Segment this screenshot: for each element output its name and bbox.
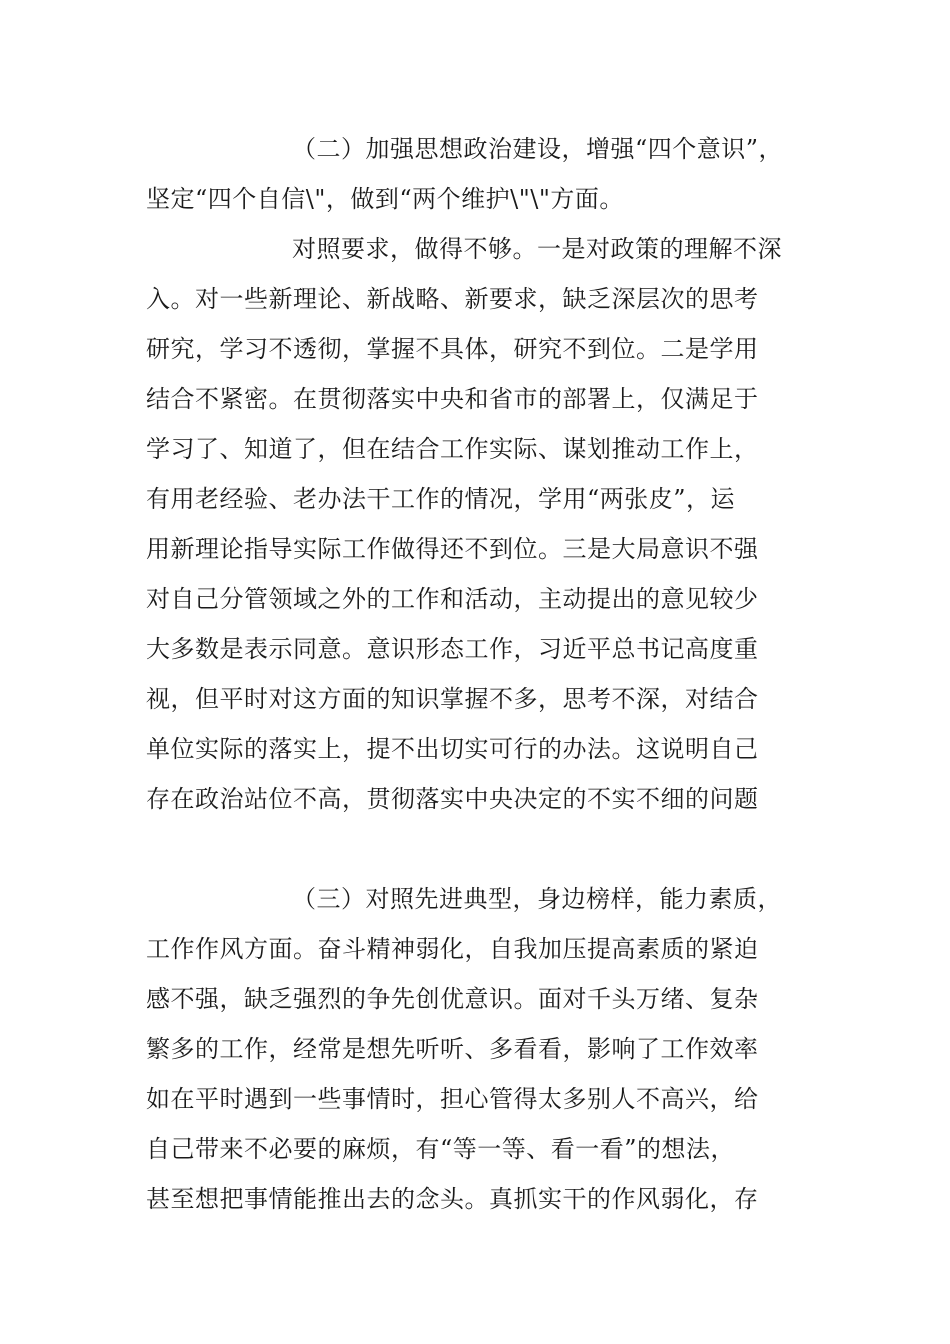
section-two-body-line: 入。对一些新理论、新战略、新要求，缺乏深层次的思考 <box>146 285 759 313</box>
section-three-body-line: 如在平时遇到一些事情时，担心管得太多别人不高兴，给 <box>146 1085 759 1113</box>
section-three-body-line: 自己带来不必要的麻烦，有“等一等、看一看”的想法， <box>146 1135 736 1163</box>
section-two-heading-line-1: （二）加强思想政治建设，增强“四个意识”， <box>292 135 784 163</box>
section-two-body-line: 学习了、知道了，但在结合工作实际、谋划推动工作上， <box>146 435 759 463</box>
section-two-body-line: 研究，学习不透彻，掌握不具体，研究不到位。二是学用 <box>146 335 759 363</box>
section-three-heading-line: （三）对照先进典型，身边榜样，能力素质， <box>292 885 782 913</box>
section-two-body-line: 对照要求，做得不够。一是对政策的理解不深 <box>292 235 782 263</box>
section-three-body-line: 繁多的工作，经常是想先听听、多看看，影响了工作效率 <box>146 1035 759 1063</box>
section-three-body-line: 感不强，缺乏强烈的争先创优意识。面对千头万绪、复杂 <box>146 985 759 1013</box>
section-two-body-line: 存在政治站位不高，贯彻落实中央决定的不实不细的问题 <box>146 785 759 813</box>
section-three-body-line: 工作作风方面。奋斗精神弱化，自我加压提高素质的紧迫 <box>146 935 759 963</box>
section-two-body-line: 有用老经验、老办法干工作的情况，学用“两张皮”，运 <box>146 485 736 513</box>
section-two-body-line: 对自己分管领域之外的工作和活动，主动提出的意见较少 <box>146 585 759 613</box>
section-two-body-line: 结合不紧密。在贯彻落实中央和省市的部署上，仅满足于 <box>146 385 759 413</box>
section-two-body-line: 大多数是表示同意。意识形态工作，习近平总书记高度重 <box>146 635 759 663</box>
section-two-body-line: 视，但平时对这方面的知识掌握不多，思考不深，对结合 <box>146 685 759 713</box>
section-three-body-line: 甚至想把事情能推出去的念头。真抓实干的作风弱化，存 <box>146 1185 759 1213</box>
section-two-body-line: 单位实际的落实上，提不出切实可行的办法。这说明自己 <box>146 735 759 763</box>
section-two-heading-line-2: 坚定“四个自信\"，做到“两个维护\"\"方面。 <box>146 185 624 213</box>
section-two-body-line: 用新理论指导实际工作做得还不到位。三是大局意识不强 <box>146 535 759 563</box>
